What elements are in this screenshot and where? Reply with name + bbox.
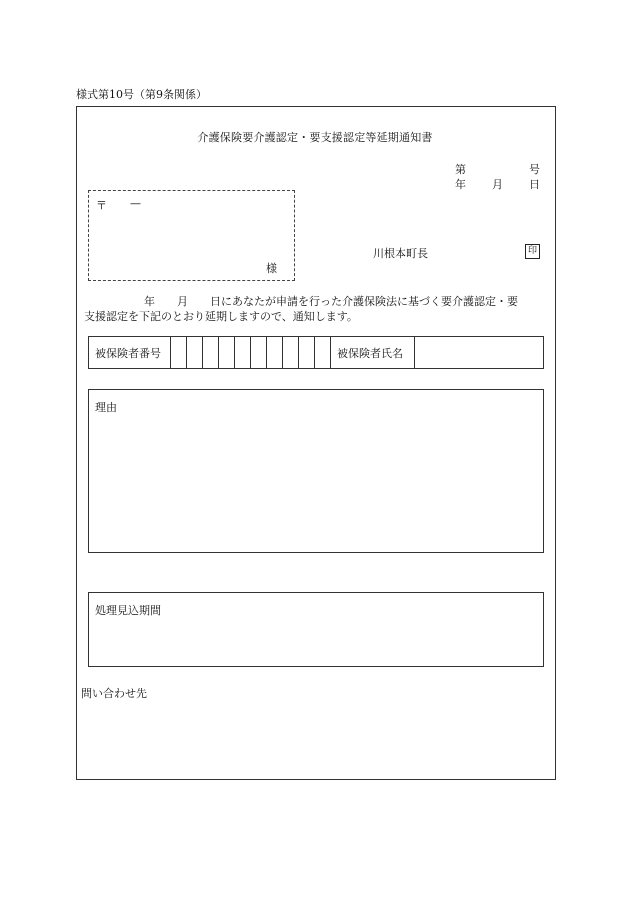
insured-number-digit[interactable] [299,337,315,368]
contact-label: 問い合わせ先 [81,687,147,700]
insured-name-label: 被保険者氏名 [331,337,415,368]
document-title: 介護保険要介護認定・要支援認定等延期通知書 [197,131,433,144]
insured-number-digit[interactable] [187,337,203,368]
insured-number-digit[interactable] [283,337,299,368]
insured-info-row [88,336,544,369]
recipient-address-box [88,190,295,281]
insured-number-digit[interactable] [171,337,187,368]
body-month: 月 [177,295,188,308]
insured-number-label: 被保険者番号 [89,337,171,368]
document-number-suffix: 号 [529,163,540,176]
reason-label: 理由 [95,401,117,414]
insured-number-digit[interactable] [251,337,267,368]
insured-number-digit[interactable] [203,337,219,368]
recipient-honorific: 様 [266,262,277,275]
notice-body [84,294,554,324]
form-number-label: 様式第10号（第9条関係） [76,88,207,101]
insured-name-field[interactable] [415,337,543,368]
reason-box[interactable] [88,389,544,553]
processing-period-label: 処理見込期間 [95,604,161,617]
issue-date [455,176,540,192]
body-line2: 支援認定を下記のとおり延期しますので、通知します。 [84,310,358,323]
postal-code-dash: — [130,197,141,210]
insured-number-digit[interactable] [315,337,331,368]
body-year: 年 [144,295,155,308]
insured-number-digit[interactable] [267,337,283,368]
issue-date-month: 月 [492,178,503,191]
issue-date-year: 年 [455,178,466,191]
processing-period-box[interactable] [88,592,544,667]
issue-date-day: 日 [529,178,540,191]
issuer-name: 川根本町長 [373,247,428,260]
document-number-prefix: 第 [455,163,466,176]
document-number [455,161,540,177]
seal-stamp: 印 [525,244,540,259]
insured-number-digit[interactable] [219,337,235,368]
postal-mark: 〒 [96,199,107,212]
body-line1: 日にあなたが申請を行った介護保険法に基づく要介護認定・要 [210,295,518,308]
insured-number-digit[interactable] [235,337,251,368]
